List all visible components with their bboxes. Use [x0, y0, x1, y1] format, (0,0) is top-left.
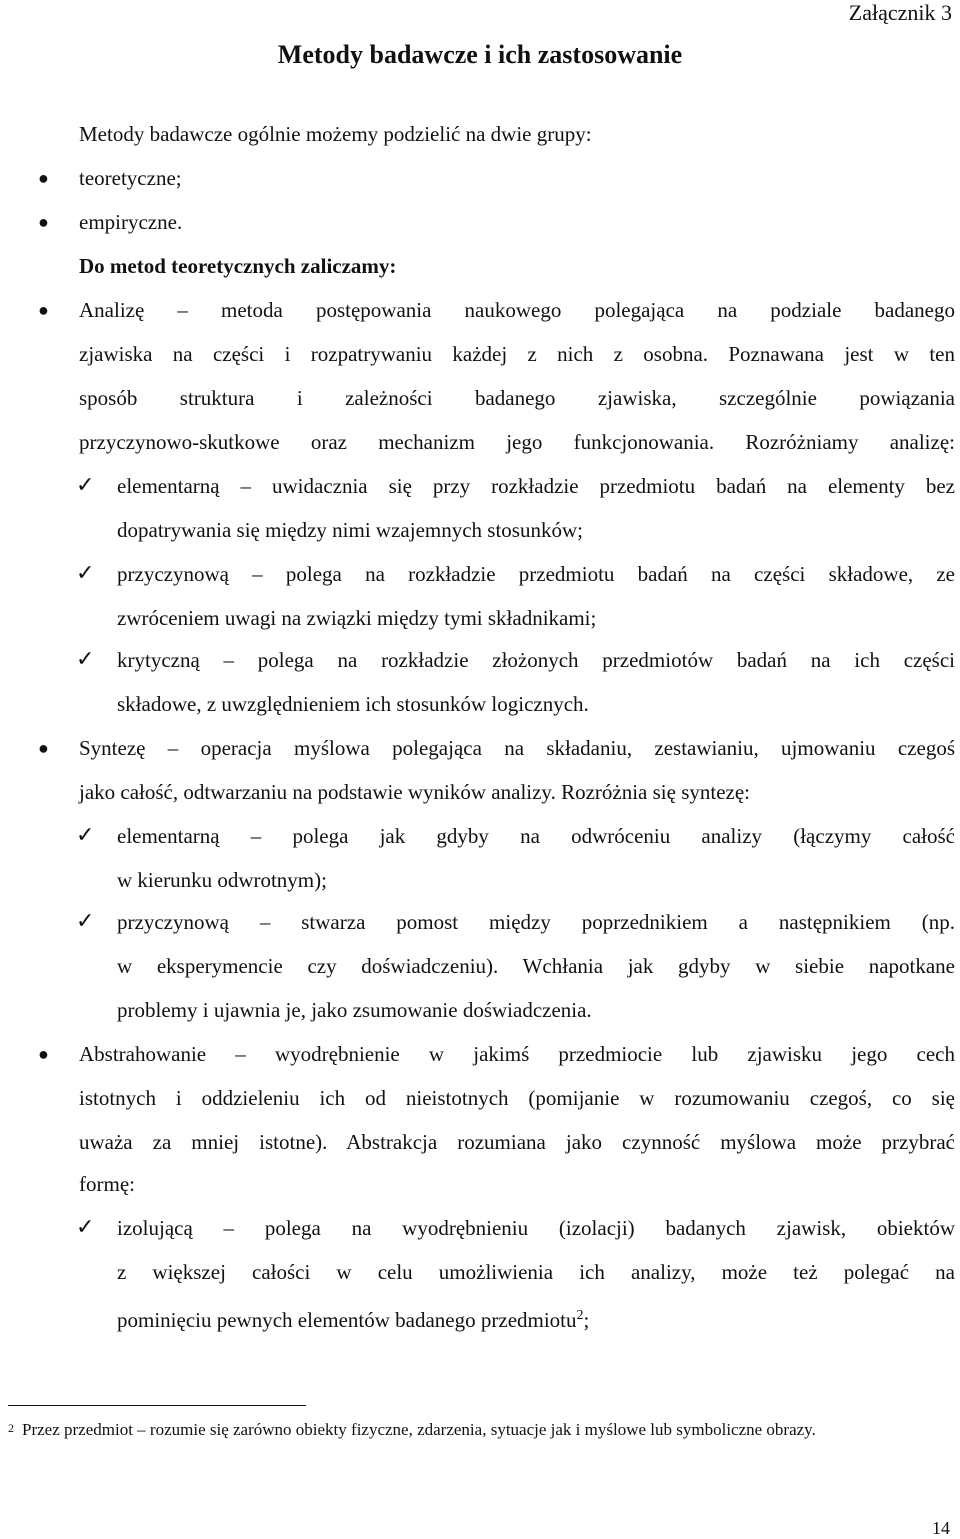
group-item: teoretyczne; [79, 166, 182, 190]
group-item: empiryczne. [79, 210, 183, 234]
checkmark-icon: ✓ [76, 647, 95, 672]
synthesis-type-line: elementarną – polega jak gdyby na odwróceniu analizy (łączymy całość [117, 824, 955, 848]
analysis-type-line: elementarną – uwidacznia się przy rozkładzie przedmiotu badań na elementy bez [117, 474, 955, 498]
analysis-type-line: krytyczną – polega na rozkładzie złożonych przedmiotów badań na ich części [117, 648, 955, 672]
analysis-type-line: dopatrywania się między nimi wzajemnych stosunków; [117, 518, 583, 542]
analysis-line: Analizę – metoda postępowania naukowego polegająca na podziale badanego [79, 298, 955, 322]
attachment-label: Załącznik 3 [848, 0, 952, 25]
analysis-line: zjawiska na części i rozpatrywaniu każdej z nich z osobna. Poznawana jest w ten [79, 342, 955, 366]
section-subheading: Do metod teoretycznych zaliczamy: [79, 254, 397, 278]
checkmark-icon: ✓ [76, 1215, 95, 1240]
bullet-dot-icon: ● [38, 168, 49, 188]
abstraction-line: Abstrahowanie – wyodrębnienie w jakimś przedmiocie lub zjawisku jego cech [79, 1042, 955, 1066]
checkmark-icon: ✓ [76, 561, 95, 586]
page-title: Metody badawcze i ich zastosowanie [277, 40, 683, 69]
bullet-dot-icon: ● [38, 300, 49, 320]
synthesis-type-line: przyczynową – stwarza pomost między poprzednikiem a następnikiem (np. [117, 910, 955, 934]
bullet-dot-icon: ● [38, 212, 49, 232]
analysis-line: sposób struktura i zależności badanego zjawiska, szczególnie powiązania [79, 386, 955, 410]
abstraction-type-line: izolującą – polega na wyodrębnieniu (izolacji) badanych zjawisk, obiektów [117, 1216, 955, 1240]
abstraction-line: istotnych i oddzieleniu ich od nieistotnych (pomijanie w rozumowaniu czegoś, co się [79, 1086, 955, 1110]
abstraction-type-line: pominięciu pewnych elementów badanego przedmiotu [117, 1308, 577, 1332]
synthesis-type-line: w eksperymencie czy doświadczeniu). Wchłania jak gdyby w siebie napotkane [117, 954, 955, 978]
abstraction-line: formę: [79, 1172, 135, 1196]
checkmark-icon: ✓ [76, 473, 95, 498]
analysis-type-line: zwróceniem uwagi na związki między tymi składnikami; [117, 606, 597, 630]
synthesis-line: jako całość, odtwarzaniu na podstawie wyników analizy. Rozróżnia się syntezę: [79, 780, 750, 804]
checkmark-icon: ✓ [76, 823, 95, 848]
footnote-text: Przez przedmiot – rozumie się zarówno obiekty fizyczne, zdarzenia, sytuacje jak i myślowe lub symboliczne obrazy. [22, 1420, 816, 1439]
abstraction-type-last-line [117, 1294, 589, 1342]
checkmark-icon: ✓ [76, 909, 95, 934]
footnote-reference[interactable]: 2 [576, 1308, 584, 1323]
page-number: 14 [932, 1518, 950, 1538]
bullet-dot-icon: ● [38, 1044, 49, 1064]
synthesis-type-line: w kierunku odwrotnym); [117, 868, 327, 892]
bullet-dot-icon: ● [38, 738, 49, 758]
analysis-type-line: przyczynową – polega na rozkładzie przedmiotu badań na części składowe, ze [117, 562, 955, 586]
footnote-divider [8, 1405, 306, 1406]
abstraction-type-line: z większej całości w celu umożliwienia ich analizy, może też polegać na [117, 1260, 955, 1284]
synthesis-type-line: problemy i ujawnia je, jako zsumowanie doświadczenia. [117, 998, 592, 1022]
abstraction-line: uważa za mniej istotne). Abstrakcja rozumiana jako czynność myślowa może przybrać [79, 1130, 955, 1154]
analysis-line: przyczynowo-skutkowe oraz mechanizm jego funkcjonowania. Rozróżniamy analizę: [79, 430, 955, 454]
footnote-mark: 2 [8, 1421, 14, 1435]
intro-text: Metody badawcze ogólnie możemy podzielić na dwie grupy: [79, 122, 592, 146]
line-tail: ; [583, 1308, 590, 1332]
synthesis-line: Syntezę – operacja myślowa polegająca na składaniu, zestawianiu, ujmowaniu czegoś [79, 736, 955, 760]
footnote [8, 1417, 955, 1443]
analysis-type-line: składowe, z uwzględnieniem ich stosunków logicznych. [117, 692, 589, 716]
